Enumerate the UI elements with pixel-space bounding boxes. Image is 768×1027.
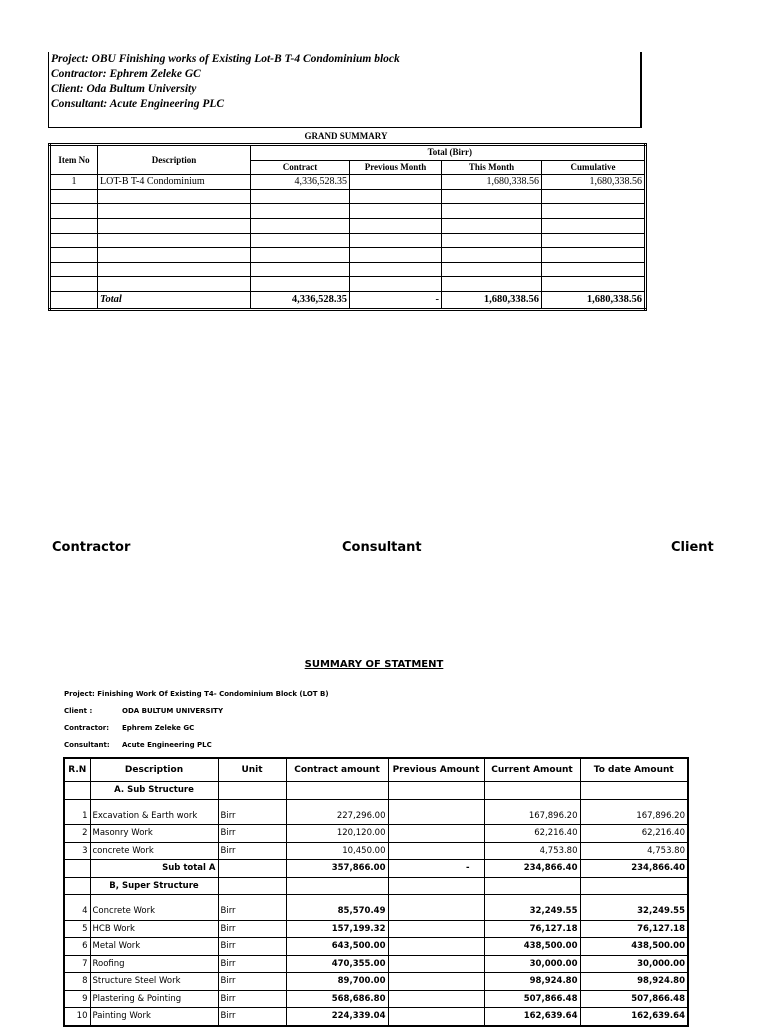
cell-todate-amount: 507,866.48 (580, 990, 688, 1008)
col-previous-amount: Previous Amount (388, 758, 484, 782)
cell-description: LOT-B T-4 Condominium (98, 175, 251, 190)
cell-current-amount: 32,249.55 (484, 903, 580, 920)
col-total-group: Total (Birr) (251, 145, 646, 161)
col-contract: Contract (251, 160, 350, 175)
cell-contract-amount: 10,450.00 (286, 842, 388, 860)
cell-todate-amount: 438,500.00 (580, 938, 688, 956)
cell-previous-amount (388, 920, 484, 938)
table-row (64, 920, 688, 938)
cell-previous-amount (388, 808, 484, 825)
cell-current-amount: 4,753.80 (484, 842, 580, 860)
table-row (64, 990, 688, 1008)
total-this-month: 1,680,338.56 (442, 291, 542, 309)
cell-unit: Birr (218, 955, 286, 973)
statement-client-key: Client : (64, 707, 93, 715)
subtotal-a-current: 234,866.40 (484, 860, 580, 878)
col-rn: R.N (64, 758, 90, 782)
statement-consultant (64, 737, 329, 754)
cell-contract-amount: 224,339.04 (286, 1008, 388, 1026)
cell-rn: 7 (64, 955, 90, 973)
subtotal-a-previous: - (388, 860, 484, 878)
cell-rn: 9 (64, 990, 90, 1008)
cell-empty (218, 877, 286, 895)
statement-contractor (64, 720, 329, 737)
cell-previous-month (350, 175, 442, 190)
project-line: Project: OBU Finishing works of Existing Lot-B T-4 Condominium block (51, 53, 400, 65)
col-this-month: This Month (442, 160, 542, 175)
empty-row (50, 204, 646, 219)
statement-project: Project: Finishing Work Of Existing T4- Condominium Block (LOT B) (64, 690, 329, 698)
col-cumulative: Cumulative (542, 160, 646, 175)
cell-description: Plastering & Pointing (90, 990, 218, 1008)
cell-description: concrete Work (90, 842, 218, 860)
cell-previous-amount (388, 825, 484, 843)
subtotal-a-label: Sub total A (90, 860, 218, 878)
cell-rn: 8 (64, 973, 90, 991)
cell-contract-amount: 89,700.00 (286, 973, 388, 991)
cell-previous-amount (388, 973, 484, 991)
cell-current-amount: 98,924.80 (484, 973, 580, 991)
col-item-no: Item No (50, 145, 98, 175)
contractor-line: Contractor: Ephrem Zeleke GC (51, 68, 201, 80)
cell-contract-amount: 643,500.00 (286, 938, 388, 956)
statement-consultant-value: Acute Engineering PLC (122, 741, 212, 749)
signature-client: Client (671, 540, 714, 555)
grand-summary-title: GRAND SUMMARY (304, 131, 388, 141)
empty-row (50, 218, 646, 233)
cell-cumulative: 1,680,338.56 (542, 175, 646, 190)
client-line: Client: Oda Bultum University (51, 83, 197, 95)
col-todate-amount: To date Amount (580, 758, 688, 782)
cell-rn: 5 (64, 920, 90, 938)
cell-empty (218, 895, 286, 904)
cell-description: Painting Work (90, 1008, 218, 1026)
cell-description: Roofing (90, 955, 218, 973)
total-label: Total (98, 291, 251, 309)
cell-rn: 2 (64, 825, 90, 843)
section-b-label: B, Super Structure (90, 877, 218, 895)
cell-todate-amount: 30,000.00 (580, 955, 688, 973)
cell-current-amount: 167,896.20 (484, 808, 580, 825)
consultant-line: Consultant: Acute Engineering PLC (51, 98, 225, 110)
cell-contract-amount: 157,199.32 (286, 920, 388, 938)
cell-empty (484, 895, 580, 904)
cell-unit: Birr (218, 1008, 286, 1026)
total-previous-month: - (350, 291, 442, 309)
cell-previous-amount (388, 990, 484, 1008)
col-unit: Unit (218, 758, 286, 782)
signature-contractor: Contractor (52, 540, 131, 555)
cell-current-amount: 162,639.64 (484, 1008, 580, 1026)
table-row (64, 955, 688, 973)
empty-row (50, 189, 646, 204)
cell-unit (218, 860, 286, 878)
cell-this-month: 1,680,338.56 (442, 175, 542, 190)
cell-todate-amount: 76,127.18 (580, 920, 688, 938)
total-contract: 4,336,528.35 (251, 291, 350, 309)
cell-todate-amount: 167,896.20 (580, 808, 688, 825)
table-row (50, 175, 646, 190)
cell-todate-amount: 4,753.80 (580, 842, 688, 860)
empty-row (50, 233, 646, 248)
cell-description: Excavation & Earth work (90, 808, 218, 825)
cell-description: Masonry Work (90, 825, 218, 843)
cell-previous-amount (388, 1008, 484, 1026)
table-row (64, 808, 688, 825)
statement-contractor-key: Contractor: (64, 724, 110, 732)
total-cumulative: 1,680,338.56 (542, 291, 646, 309)
col-current-amount: Current Amount (484, 758, 580, 782)
cell-current-amount: 507,866.48 (484, 990, 580, 1008)
statement-title: SUMMARY OF STATMENT (304, 659, 444, 670)
cell-current-amount: 438,500.00 (484, 938, 580, 956)
section-a-row (64, 782, 688, 800)
cell-empty (388, 877, 484, 895)
statement-client (64, 703, 329, 720)
cell-current-amount: 30,000.00 (484, 955, 580, 973)
table-row (64, 1008, 688, 1026)
cell-current-amount: 76,127.18 (484, 920, 580, 938)
cell-todate-amount: 62,216.40 (580, 825, 688, 843)
section-a-label: A. Sub Structure (90, 782, 218, 800)
subtotal-a-row (64, 860, 688, 878)
statement-info (64, 686, 329, 754)
cell-previous-amount (388, 842, 484, 860)
cell-todate-amount: 162,639.64 (580, 1008, 688, 1026)
cell-rn: 10 (64, 1008, 90, 1026)
cell-contract-amount: 227,296.00 (286, 808, 388, 825)
col-contract-amount: Contract amount (286, 758, 388, 782)
cell-unit: Birr (218, 825, 286, 843)
cell-empty (64, 895, 90, 904)
cell-todate-amount: 32,249.55 (580, 903, 688, 920)
table-row (64, 825, 688, 843)
cell-empty (580, 877, 688, 895)
cell-todate-amount: 98,924.80 (580, 973, 688, 991)
cell-description: Structure Steel Work (90, 973, 218, 991)
col-previous-month: Previous Month (350, 160, 442, 175)
grand-summary-table (48, 143, 647, 311)
cell-previous-amount (388, 938, 484, 956)
cell-rn: 3 (64, 842, 90, 860)
empty-row (50, 262, 646, 277)
cell-unit: Birr (218, 808, 286, 825)
cell-contract-amount: 470,355.00 (286, 955, 388, 973)
table-row (64, 903, 688, 920)
cell-empty (484, 877, 580, 895)
cell-empty (286, 895, 388, 904)
cell-contract-amount: 85,570.49 (286, 903, 388, 920)
statement-table (63, 757, 689, 1027)
cell-rn: 6 (64, 938, 90, 956)
cell-unit: Birr (218, 973, 286, 991)
cell-description: Concrete Work (90, 903, 218, 920)
cell-unit: Birr (218, 938, 286, 956)
col-description: Description (90, 758, 218, 782)
signature-consultant: Consultant (342, 540, 422, 555)
cell-contract-amount: 120,120.00 (286, 825, 388, 843)
cell-contract-amount: 568,686.80 (286, 990, 388, 1008)
statement-contractor-value: Ephrem Zeleke GC (122, 724, 195, 732)
empty-row (50, 277, 646, 292)
cell-empty (286, 877, 388, 895)
project-header (48, 52, 642, 128)
table-row (64, 973, 688, 991)
total-row (50, 291, 646, 309)
cell-empty (64, 877, 90, 895)
cell-empty (90, 895, 218, 904)
empty-row (50, 248, 646, 263)
table-row (64, 938, 688, 956)
cell-unit: Birr (218, 842, 286, 860)
section-b-row (64, 877, 688, 895)
cell-current-amount: 62,216.40 (484, 825, 580, 843)
cell-rn (64, 860, 90, 878)
col-description: Description (98, 145, 251, 175)
table-row (64, 842, 688, 860)
statement-client-value: ODA BULTUM UNIVERSITY (122, 707, 224, 715)
cell-rn: 1 (64, 808, 90, 825)
cell-contract: 4,336,528.35 (251, 175, 350, 190)
cell-rn: 4 (64, 903, 90, 920)
cell-unit: Birr (218, 903, 286, 920)
cell-empty (388, 895, 484, 904)
cell-empty (580, 895, 688, 904)
statement-consultant-key: Consultant: (64, 741, 110, 749)
cell-previous-amount (388, 955, 484, 973)
cell-description: HCB Work (90, 920, 218, 938)
cell-previous-amount (388, 903, 484, 920)
subtotal-a-contract: 357,866.00 (286, 860, 388, 878)
cell-item-no: 1 (50, 175, 98, 190)
subtotal-a-todate: 234,866.40 (580, 860, 688, 878)
cell-description: Metal Work (90, 938, 218, 956)
cell-unit: Birr (218, 920, 286, 938)
cell-unit: Birr (218, 990, 286, 1008)
